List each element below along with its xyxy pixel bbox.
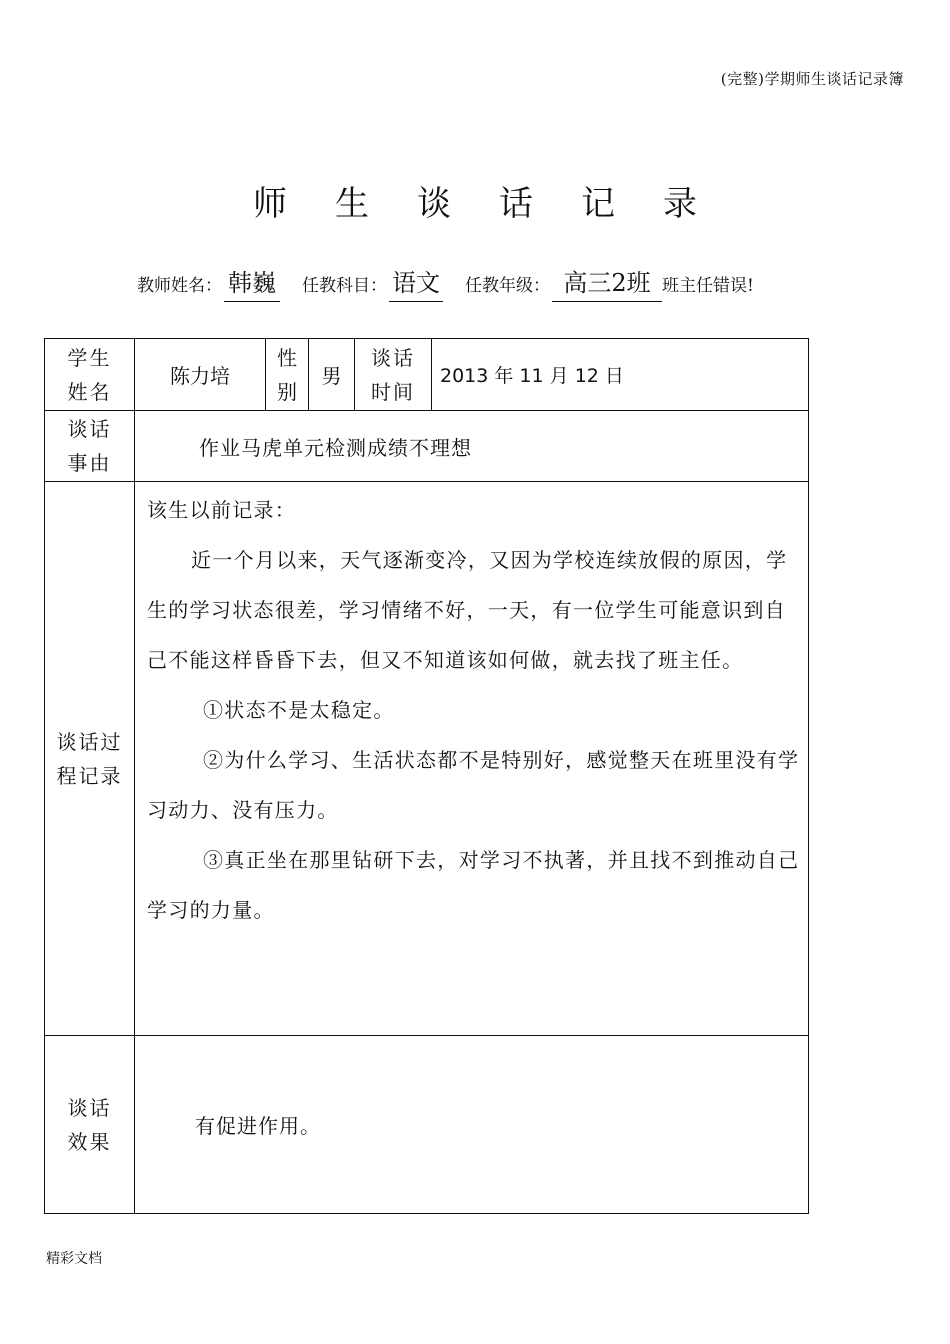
gender-label (266, 339, 309, 411)
label-line: 性 (277, 345, 297, 370)
table-row (45, 411, 809, 482)
process-item: ②为什么学习、生活状态都不是特别好，感觉整天在班里没有学习动力、没有压力。 (147, 748, 800, 822)
teacher-name-label: 教师姓名： (137, 276, 222, 296)
teacher-name-field[interactable]: 韩巍 (224, 269, 280, 302)
label-line: 时间 (371, 379, 415, 404)
footer-note: 精彩文档 (46, 1251, 102, 1267)
process-paragraph: 近一个月以来，天气逐渐变冷，又因为学校连续放假的原因，学生的学习状态很差，学习情绪不好，一天，有一位学生可能意识到自己不能这样昏昏下去，但又不知道该如何做，就去找了班主任。 (147, 548, 788, 672)
process-item: ①状态不是太稳定。 (203, 698, 395, 722)
grade-field[interactable]: 高三2班 (552, 269, 662, 302)
gender-value[interactable]: 男 (309, 339, 355, 411)
table-row (45, 339, 809, 411)
label-line: 谈话 (67, 1095, 112, 1120)
page-title (0, 176, 950, 225)
title-char: 师 (253, 184, 287, 224)
label-line: 程记录 (56, 763, 123, 788)
talk-process-record[interactable] (135, 482, 809, 1036)
talk-time-value[interactable]: 2013 年 11 月 12 日 (432, 339, 809, 411)
label-line: 谈话 (371, 345, 415, 370)
table-row (45, 1036, 809, 1214)
talk-reason-label (45, 411, 135, 482)
table-row (45, 482, 809, 1036)
label-line: 事由 (67, 451, 112, 475)
title-char: 生 (335, 184, 369, 224)
title-char: 记 (581, 184, 615, 224)
talk-record-table (44, 338, 809, 1214)
label-line: 效果 (67, 1129, 112, 1154)
title-char: 谈 (417, 184, 451, 224)
teacher-info-line (137, 262, 897, 302)
label-line: 谈话过 (56, 729, 123, 754)
student-name-label (45, 339, 135, 411)
talk-effect-label (45, 1036, 135, 1214)
header-note: (完整)学期师生谈话记录簿 (720, 70, 904, 88)
label-line: 别 (277, 379, 297, 404)
title-char: 录 (663, 184, 697, 224)
process-heading: 该生以前记录： (147, 498, 297, 522)
talk-process-label (45, 482, 135, 1036)
title-char: 话 (499, 184, 533, 224)
subject-label: 任教科目： (302, 276, 387, 296)
label-line: 学生 (67, 345, 112, 370)
student-name-value[interactable]: 陈力培 (135, 339, 266, 411)
process-item: ③真正坐在那里钻研下去，对学习不执著，并且找不到推动自己学习的力量。 (147, 848, 800, 922)
head-teacher-error-text: 班主任错误! (662, 276, 754, 296)
label-line: 姓名 (67, 379, 112, 404)
grade-label: 任教年级： (465, 276, 550, 296)
talk-effect-value[interactable]: 有促进作用。 (135, 1036, 809, 1214)
talk-time-label (355, 339, 432, 411)
subject-field[interactable]: 语文 (389, 269, 443, 302)
talk-reason-value[interactable]: 作业马虎单元检测成绩不理想 (135, 411, 809, 482)
label-line: 谈话 (67, 417, 112, 441)
